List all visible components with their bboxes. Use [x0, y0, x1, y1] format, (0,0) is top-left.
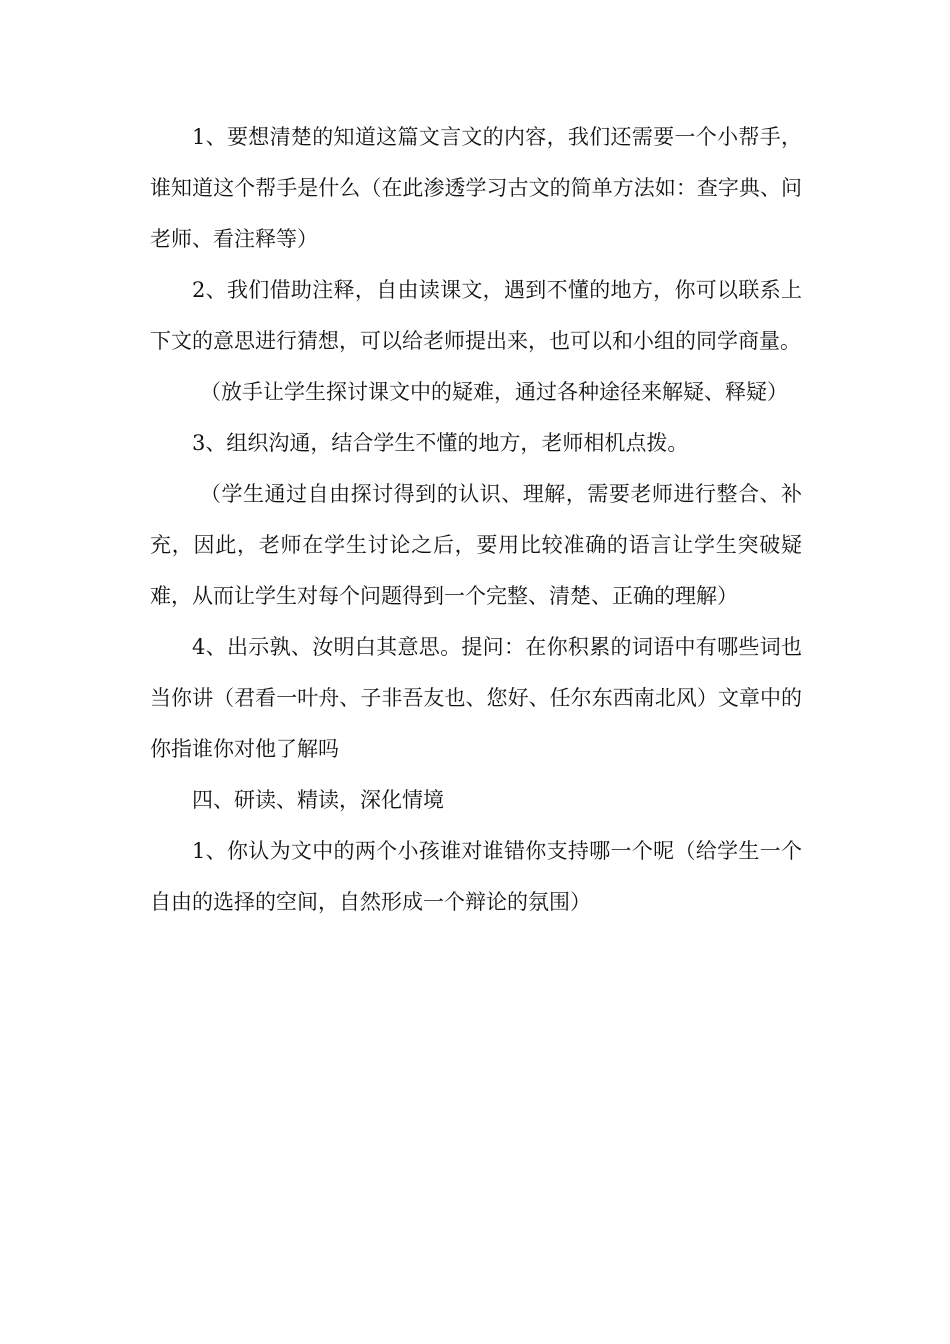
- paragraph-note-2: （学生通过自由探讨得到的认识、理解，需要老师进行整合、补充，因此，老师在学生讨论之后，要用比较准确的语言让学生突破疑难，从而让学生对每个问题得到一个完整、清楚、正确的理解）: [150, 482, 802, 608]
- paragraph-step-3: 3、组织沟通，结合学生不懂的地方，老师相机点拨。: [192, 431, 689, 455]
- paragraph-step-1: 1、要想清楚的知道这篇文言文的内容，我们还需要一个小帮手，谁知道这个帮手是什么（在此渗透学习古文的简单方法如：查字典、问老师、看注释等）: [150, 125, 802, 251]
- document-page: [150, 112, 802, 928]
- paragraph-step-2: 2、我们借助注释，自由读课文，遇到不懂的地方，你可以联系上下文的意思进行猜想，可以给老师提出来，也可以和小组的同学商量。: [150, 278, 802, 353]
- paragraph-step-4: 4、出示孰、汝明白其意思。提问：在你积累的词语中有哪些词也当你讲（君看一叶舟、子非吾友也、您好、任尔东西南北风）文章中的你指谁你对他了解吗: [150, 635, 802, 761]
- section-heading: 四、研读、精读，深化情境: [192, 788, 444, 812]
- paragraph-section-step-1: 1、你认为文中的两个小孩谁对谁错你支持哪一个呢（给学生一个自由的选择的空间，自然形成一个辩论的氛围）: [150, 839, 802, 914]
- paragraph-note-1: （放手让学生探讨课文中的疑难，通过各种途径来解疑、释疑）: [200, 380, 788, 404]
